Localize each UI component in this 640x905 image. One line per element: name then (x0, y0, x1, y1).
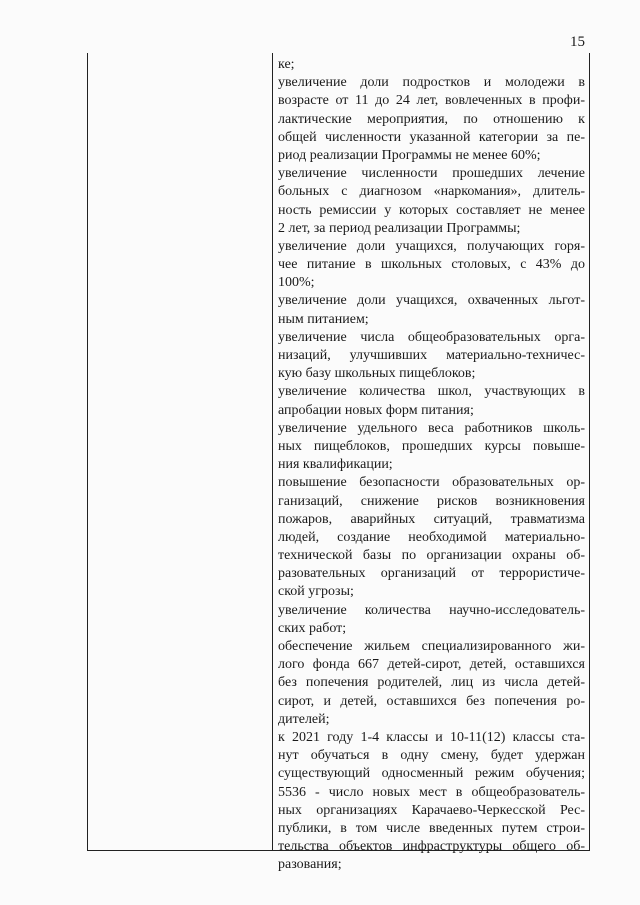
text-line: тельства объектов инфраструктуры общего об- (278, 839, 585, 855)
expected-results-cell (278, 56, 585, 874)
text-line: технической базы по организации охраны об- (278, 548, 585, 564)
text-line: ния квалификации; (278, 457, 393, 473)
text-line: к 2021 году 1-4 классы и 10-11(12) классы ста- (278, 729, 585, 745)
text-line: увеличение удельного веса работников школь- (278, 420, 585, 436)
text-line: лого фонда 667 детей-сирот, детей, оставшихся (278, 657, 585, 673)
text-line: увеличение доли подростков и молодежи в (278, 75, 585, 91)
text-line: увеличение числа общеобразовательных орга- (278, 329, 585, 345)
column-divider (272, 53, 273, 850)
text-line: увеличение доли учащихся, охваченных льгот- (278, 293, 585, 309)
text-line: обеспечение жильем специализированного жи- (278, 639, 585, 654)
text-line: больных с диагнозом «наркомания», длитель- (278, 184, 585, 200)
text-line: апробации новых форм питания; (278, 402, 474, 418)
text-line: увеличение количества школ, участвующих в (278, 384, 585, 400)
text-line: ных пищеблоков, прошедших курсы повыше- (278, 438, 585, 454)
text-line: пожаров, аварийных ситуаций, травматизма (278, 511, 585, 527)
text-line: без попечения родителей, лиц из числа детей- (278, 675, 585, 691)
text-line: риод реализации Программы не менее 60%; (278, 147, 541, 163)
text-line: повышение безопасности образовательных ор- (278, 475, 585, 491)
text-line: публики, в том числе введенных путем строи- (278, 820, 585, 836)
text-line: чее питание в школьных столовых, с 43% до (278, 257, 585, 273)
text-line: 2 лет, за период реализации Программы; (278, 220, 521, 236)
text-line: лактические мероприятия, по отношению к (278, 111, 585, 127)
text-line: увеличение количества научно-исследователь- (278, 602, 585, 618)
text-line: низаций, улучшивших материально-техничес- (278, 348, 585, 363)
text-line: ганизаций, снижение рисков возникновения (278, 493, 585, 509)
text-line: ным питанием; (278, 311, 369, 327)
page-number: 15 (570, 34, 585, 50)
text-line: ных организациях Карачаево-Черкесской Рес- (278, 802, 585, 818)
text-line: ских работ; (278, 620, 347, 636)
text-line: людей, создание необходимой материально- (278, 529, 585, 545)
text-line: дителей; (278, 711, 330, 727)
text-line: увеличение доли учащихся, получающих горя- (278, 238, 585, 254)
text-line: ность ремиссии у которых составляет не менее (278, 202, 585, 218)
text-line: общей численности указанной категории за пе- (278, 129, 585, 145)
text-line: 5536 - число новых мест в общеобразователь- (278, 784, 585, 800)
text-line: кую базу школьных пищеблоков; (278, 366, 476, 382)
program-table (87, 53, 590, 873)
text-line: разовательных организаций от террористиче- (278, 566, 585, 582)
text-line: существующий односменный режим обучения; (278, 766, 585, 782)
text-line: 100%; (278, 275, 315, 291)
text-line: ке; (278, 57, 295, 72)
text-line: нут обучаться в одну смену, будет удержан (278, 748, 585, 764)
text-line: увеличение численности прошедших лечение (278, 166, 585, 182)
text-line: сирот, и детей, оставшихся без попечения ро- (278, 693, 585, 709)
text-line: разования; (278, 857, 342, 873)
text-line: возрасте от 11 до 24 лет, вовлеченных в профи- (278, 93, 585, 109)
text-line: ской угрозы; (278, 584, 354, 600)
